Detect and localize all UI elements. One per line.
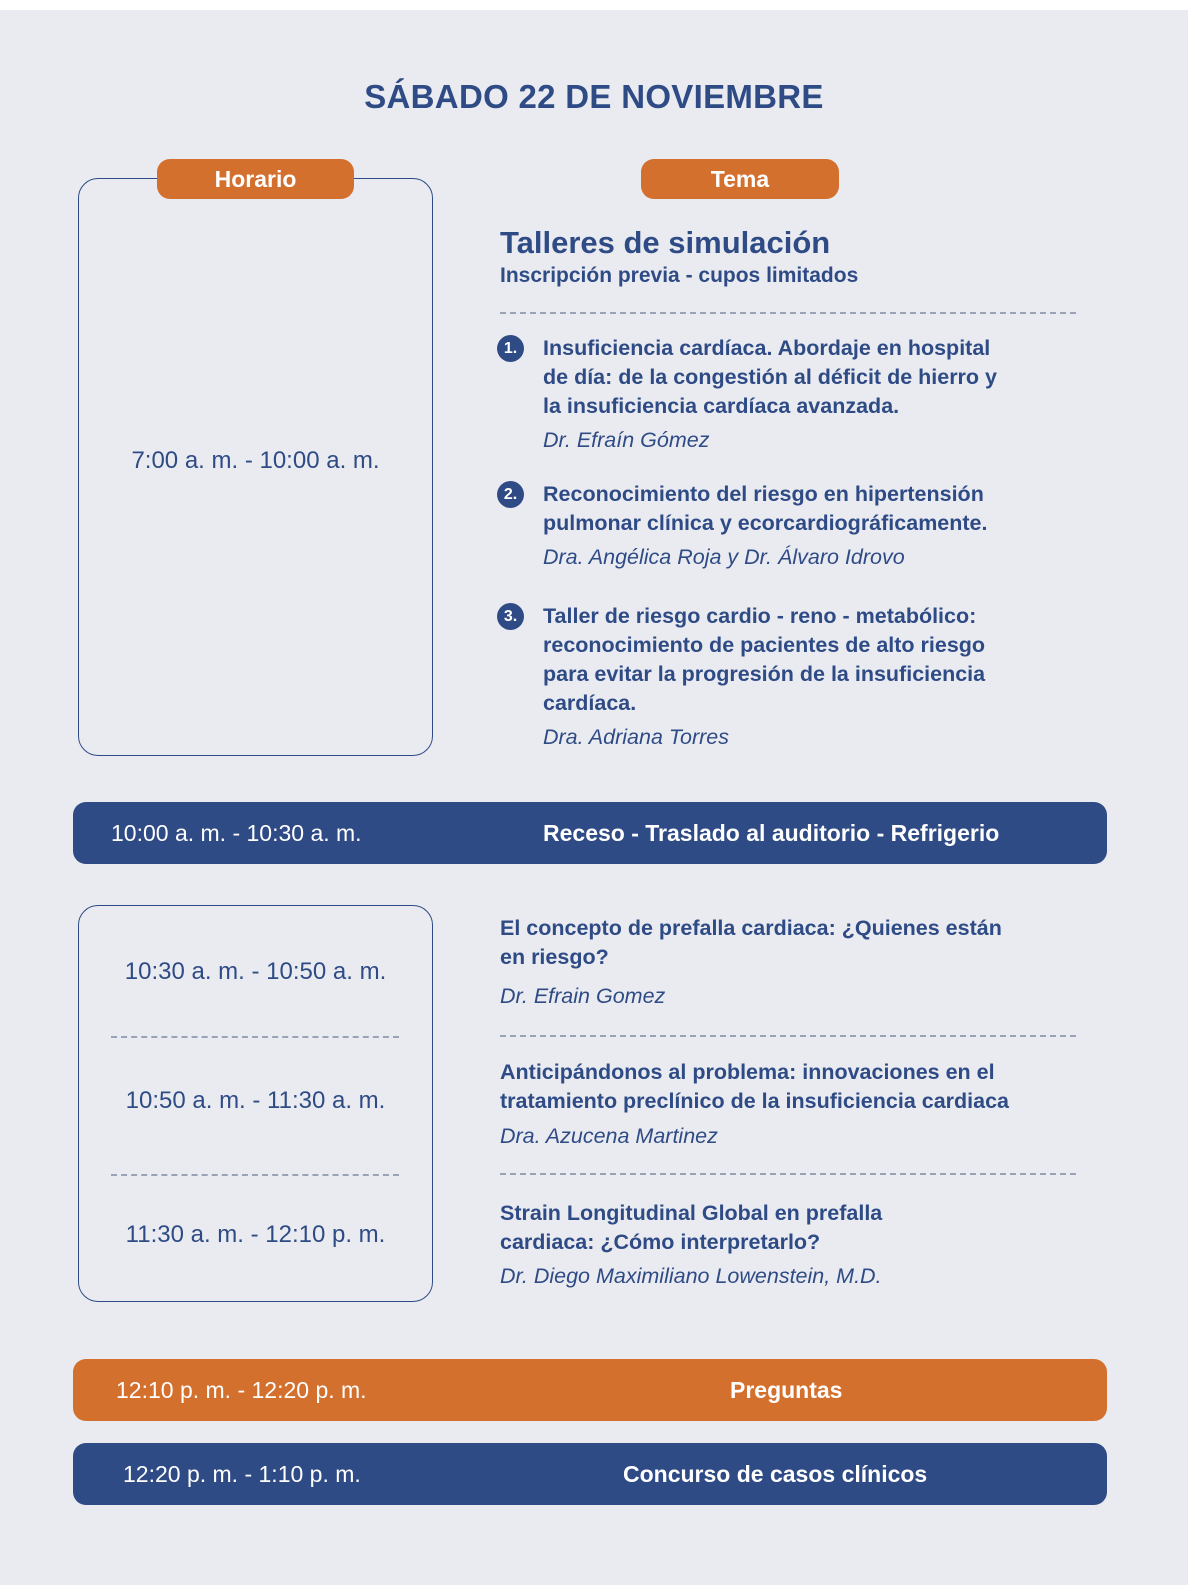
contest-time: 12:20 p. m. - 1:10 p. m. [123,1461,361,1487]
number-3-icon: 3. [497,603,524,630]
questions-band [73,1359,1107,1421]
session-3-title [500,1199,882,1257]
break-time: 10:00 a. m. - 10:30 a. m. [111,820,362,846]
session-1-title [500,914,1002,972]
time-workshops: 7:00 a. m. - 10:00 a. m. [131,447,380,474]
workshop-2-title [543,480,988,538]
title-line: cardíaca. [543,691,637,715]
title-line: Reconocimiento del riesgo en hipertensión [543,482,984,506]
title-line: la insuficiencia cardíaca avanzada. [543,394,900,418]
title-line: para evitar la progresión de la insuficiencia [543,662,986,686]
workshop-3-title [543,602,985,718]
title-line: Taller de riesgo cardio - reno - metabólico: [543,604,977,628]
program-page [0,10,1188,1585]
workshop-1-title [543,334,997,421]
title-line: reconocimiento de pacientes de alto riesgo [543,633,986,657]
questions-label: Preguntas [730,1377,843,1403]
title-line: pulmonar clínica y ecorcardiográficamente. [543,511,988,535]
title-line: cardiaca: ¿Cómo interpretarlo? [500,1230,821,1254]
workshop-2-speaker: Dra. Angélica Roja y Dr. Álvaro Idrovo [543,545,905,569]
number-1-icon: 1. [497,335,524,362]
session-2-speaker: Dra. Azucena Martinez [500,1124,718,1148]
title-line: El concepto de prefalla cardiaca: ¿Quienes están [500,916,1002,940]
divider [111,1174,399,1176]
title-line: en riesgo? [500,945,609,969]
questions-time: 12:10 p. m. - 12:20 p. m. [116,1377,367,1403]
divider [500,312,1076,314]
time-session-2: 10:50 a. m. - 11:30 a. m. [125,1087,386,1114]
divider [500,1035,1076,1037]
header-tema: Tema [641,159,839,199]
contest-label: Concurso de casos clínicos [623,1461,928,1487]
title-line: Anticipándonos al problema: innovaciones en el [500,1060,995,1084]
time-box-workshops [78,178,433,756]
date-title: SÁBADO 22 DE NOVIEMBRE [364,78,824,115]
header-horario: Horario [157,159,354,199]
session-2-title [500,1058,1009,1116]
title-line: tratamiento preclínico de la insuficiencia cardiaca [500,1089,1010,1113]
title-line: Strain Longitudinal Global en prefalla [500,1201,883,1225]
session-1-speaker: Dr. Efrain Gomez [500,984,666,1008]
divider [111,1036,399,1038]
session-3-speaker: Dr. Diego Maximiliano Lowenstein, M.D. [500,1264,882,1288]
section-title: Talleres de simulación [500,225,831,260]
number-2-icon: 2. [497,481,524,508]
title-line: de día: de la congestión al déficit de hierro y [543,365,997,389]
time-box-sessions [78,905,433,1302]
workshop-3-speaker: Dra. Adriana Torres [543,725,730,749]
title-line: Insuficiencia cardíaca. Abordaje en hospital [543,336,991,360]
section-subtitle: Inscripción previa - cupos limitados [500,264,859,287]
workshop-1-speaker: Dr. Efraín Gómez [543,428,710,452]
contest-band [73,1443,1107,1505]
time-session-3: 11:30 a. m. - 12:10 p. m. [125,1221,386,1248]
time-session-1: 10:30 a. m. - 10:50 a. m. [124,958,387,985]
break-label: Receso - Traslado al auditorio - Refrigerio [543,820,1000,846]
divider [500,1173,1076,1175]
break-band [73,802,1107,864]
